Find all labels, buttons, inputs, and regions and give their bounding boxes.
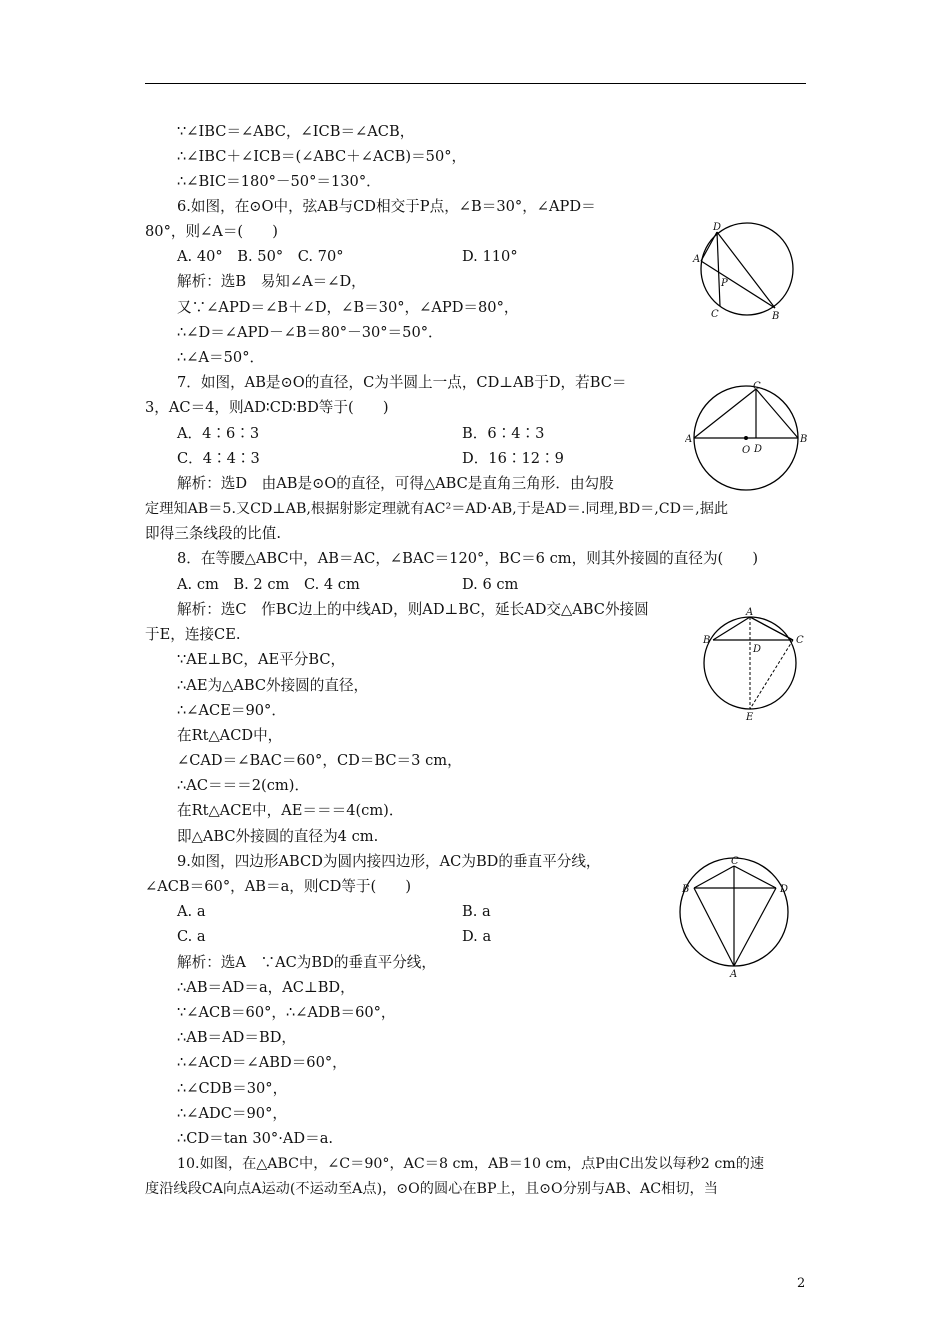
- label-a: A: [693, 254, 701, 265]
- question-9: 9.如图，四边形ABCD为圆内接四边形，AC为BD的垂直平分线，: [177, 853, 601, 870]
- option-7-a: A．4∶6∶3: [177, 425, 260, 442]
- option-6-d: D. 110°: [462, 248, 518, 265]
- label-c: C: [753, 381, 761, 392]
- text-line: 在Rt△ACD中，: [177, 727, 283, 744]
- text-line: 在Rt△ACE中，AE＝＝＝4(cm)．: [177, 802, 404, 819]
- label-c: C: [796, 635, 804, 646]
- text-line: 度沿线段CA向点A运动(不运动至A点)，⊙O的圆心在BP上，且⊙O分别与AB、AC相切，当: [145, 1181, 718, 1197]
- figure-q8: [700, 605, 815, 725]
- text-line: ∴AC＝＝＝2(cm)．: [177, 777, 310, 794]
- question-7: 7．如图，AB是⊙O的直径，C为半圆上一点，CD⊥AB于D，若BC＝: [177, 374, 627, 391]
- options-6-abc: A. 40° B. 50° C. 70°: [177, 248, 344, 265]
- label-a: A: [685, 434, 693, 445]
- text-line: 解析：选A ∵AC为BD的垂直平分线，: [177, 954, 436, 971]
- figure-q7: [685, 380, 810, 495]
- text-line: 解析：选B 易知∠A＝∠D，: [177, 273, 366, 290]
- figure-q6: [690, 218, 805, 324]
- text-line: ∴∠ADC＝90°，: [177, 1105, 287, 1122]
- label-a: A: [730, 969, 738, 980]
- label-p: P: [721, 278, 728, 289]
- text-line: ∴AE为△ABC外接圆的直径，: [177, 677, 369, 694]
- question-6: 6.如图，在⊙O中，弦AB与CD相交于P点，∠B＝30°，∠APD＝: [177, 198, 596, 215]
- text-line: 又∵∠APD＝∠B＋∠D，∠B＝30°，∠APD＝80°，: [177, 299, 519, 316]
- question-10: 10.如图，在△ABC中，∠C＝90°，AC＝8 cm，AB＝10 cm，点P由C出发以每秒2 cm的速: [177, 1156, 765, 1172]
- text-line: ∴∠ACD＝∠ABD＝60°，: [177, 1054, 347, 1071]
- option-9-b: B. a: [462, 903, 491, 920]
- text-line: ∴AB＝AD＝BD，: [177, 1029, 296, 1046]
- text-line: ∵∠ACB＝60°，∴∠ADB＝60°，: [177, 1004, 396, 1021]
- text-line: ∴∠ACE＝90°．: [177, 702, 286, 719]
- text-line: ∴∠BIC＝180°－50°＝130°．: [177, 173, 381, 190]
- text-line: 80°，则∠A＝( ): [145, 223, 278, 240]
- option-9-d: D. a: [462, 928, 492, 945]
- label-o: O: [742, 445, 751, 456]
- label-d: D: [713, 222, 722, 233]
- option-9-c: C. a: [177, 928, 206, 945]
- text-line: 即得三条线段的比值.: [145, 525, 281, 542]
- option-7-d: D．16∶12∶9: [462, 450, 564, 467]
- figure-q9: [676, 852, 801, 982]
- option-7-b: B．6∶4∶3: [462, 425, 545, 442]
- text-line: 解析：选D 由AB是⊙O的直径，可得△ABC是直角三角形．由勾股: [177, 475, 614, 492]
- label-c: C: [731, 856, 739, 867]
- question-8: 8．在等腰△ABC中，AB＝AC，∠BAC＝120°，BC＝6 cm，则其外接圆的直径为( ): [177, 550, 759, 567]
- text-line: ∵∠IBC＝∠ABC，∠ICB＝∠ACB，: [177, 123, 415, 140]
- label-b: B: [772, 311, 780, 322]
- label-d: D: [780, 884, 789, 895]
- option-9-a: A. a: [177, 903, 206, 920]
- option-7-c: C．4∶4∶3: [177, 450, 260, 467]
- label-d: D: [753, 644, 762, 655]
- text-line: ∴∠A＝50°．: [177, 349, 265, 366]
- page-number: 2: [797, 1276, 806, 1291]
- text-line: ∴∠IBC＋∠ICB＝(∠ABC＋∠ACB)＝50°，: [177, 148, 467, 165]
- label-d: D: [754, 444, 763, 455]
- option-8-d: D. 6 cm: [462, 576, 519, 593]
- text-line: ∠ACB＝60°，AB＝a，则CD等于( ): [145, 878, 412, 895]
- text-line: ∴∠D＝∠APD－∠B＝80°－30°＝50°．: [177, 324, 443, 341]
- text-line: 即△ABC外接圆的直径为4 cm.: [177, 828, 379, 845]
- text-line: 于E，连接CE.: [145, 626, 241, 643]
- options-8-abc: A. cm B. 2 cm C. 4 cm: [177, 576, 360, 593]
- label-b: B: [703, 635, 711, 646]
- text-line: ∴CD＝tan 30°·AD＝a.: [177, 1130, 334, 1147]
- label-b: B: [800, 434, 808, 445]
- text-line: ∠CAD＝∠BAC＝60°，CD＝BC＝3 cm，: [177, 752, 462, 769]
- text-line: ∴AB＝AD＝a，AC⊥BD，: [177, 979, 355, 996]
- text-line: 解析：选C 作BC边上的中线AD，则AD⊥BC，延长AD交△ABC外接圆: [177, 601, 649, 618]
- label-e: E: [746, 712, 754, 723]
- text-line: ∵AE⊥BC，AE平分BC，: [177, 651, 346, 668]
- label-b: B: [682, 884, 690, 895]
- text-line: ∴∠CDB＝30°，: [177, 1080, 288, 1097]
- label-a: A: [746, 607, 754, 618]
- label-c: C: [711, 309, 719, 320]
- text-line: 定理知AB＝5.又CD⊥AB,根据射影定理就有AC²＝AD·AB,于是AD＝.同理,BD＝,CD＝,据此: [145, 501, 729, 517]
- header-rule: [145, 83, 806, 84]
- text-line: 3，AC＝4，则AD∶CD∶BD等于( ): [145, 399, 389, 416]
